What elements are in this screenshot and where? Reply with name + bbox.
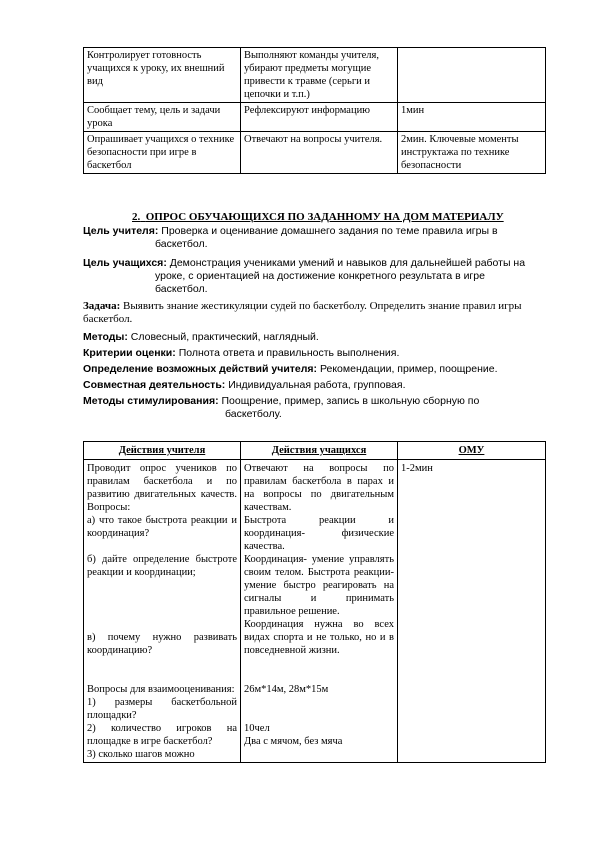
spacer [87, 657, 237, 670]
spacer [244, 696, 394, 709]
criteria [83, 347, 545, 360]
stimulation-methods-text: Поощрение, пример, запись в школьную сборную по [221, 395, 480, 407]
table-cell: Сообщает тему, цель и задачи урока [84, 103, 241, 132]
answer-3: Координация- умение управлять своим телом. Быстрота реакции- умение быстро реагировать на сигналы и принимать правильное решение. [244, 554, 394, 617]
teacher-actions-cell [84, 460, 241, 763]
joint-activity [83, 379, 545, 392]
task [83, 300, 545, 326]
spacer [87, 670, 237, 683]
task-text: Выявить знание жестикуляции судей по баскетболу. Определить знание правил игры баскетбол. [83, 300, 522, 325]
methods-text: Словесный, практический, наглядный. [130, 331, 319, 343]
methods-label: Методы: [83, 331, 128, 343]
stimulation-methods-text-cont: баскетболу. [225, 408, 282, 420]
table-cell: Опрашивает учащихся о технике безопасности при игре в баскетбол [84, 132, 241, 174]
criteria-text: Полнота ответа и правильность выполнения. [178, 347, 400, 359]
teacher-goal [83, 225, 545, 251]
question-c: в) почему нужно развивать координацию? [87, 632, 237, 656]
question-b: б) дайте определение быстроте реакции и координации; [87, 554, 237, 578]
spacer [87, 605, 237, 618]
teacher-goal-text-cont: баскетбол. [155, 238, 208, 250]
spacer [244, 670, 394, 683]
section-title: ОПРОС ОБУЧАЮЩИХСЯ ПО ЗАДАННОМУ НА ДОМ МАТЕРИАЛУ [145, 211, 504, 223]
stimulation-methods-label: Методы стимулирования: [83, 395, 219, 407]
table-row [84, 48, 546, 103]
activities-table [83, 441, 546, 763]
omu-cell: 1-2мин [398, 460, 546, 763]
question-a: а) что такое быстрота реакции и координация? [87, 515, 237, 539]
answer-6: 10чел [244, 723, 270, 734]
teacher-intro: Проводит опрос учеников по правилам баскетбола и по развитию двигательных качеств. Вопросы: [87, 463, 237, 513]
question-1: 1) размеры баскетбольной площадки? [87, 697, 237, 721]
table-row [84, 103, 546, 132]
table-cell [398, 48, 546, 103]
spacer [87, 618, 237, 631]
teacher-actions-label: Определение возможных действий учителя: [83, 363, 318, 375]
section-heading [132, 211, 552, 223]
column-header-omu: ОМУ [398, 442, 546, 460]
teacher-actions [83, 363, 545, 376]
teacher-actions-text: Рекомендации, пример, поощрение. [319, 363, 498, 375]
answer-4: Координация нужна во всех видах спорта и не только, но и в повседневной жизни. [244, 619, 394, 656]
answer-5: 26м*14м, 28м*15м [244, 684, 329, 695]
spacer [87, 540, 237, 553]
table-cell: Рефлексируют информацию [241, 103, 398, 132]
students-goal-text-cont: уроке, с ориентацией на достижение конкретного результата в игре [155, 270, 485, 282]
students-actions-cell [241, 460, 398, 763]
criteria-label: Критерии оценки: [83, 347, 176, 359]
table-cell: Контролирует готовность учащихся к уроку, их внешний вид [84, 48, 241, 103]
teacher-goal-label: Цель учителя: [83, 225, 159, 237]
answer-1: Отвечают на вопросы по правилам баскетбола в парах и на вопросы по двигательным качествам. [244, 463, 394, 513]
students-goal-label: Цель учащихся: [83, 257, 167, 269]
table-cell: Выполняют команды учителя, убирают предметы могущие привести к травме (серьги и цепочки и т.п.) [241, 48, 398, 103]
table-cell: 2мин. Ключевые моменты инструктажа по технике безопасности [398, 132, 546, 174]
task-label: Задача: [83, 300, 121, 312]
question-3: 3) сколько шагов можно [87, 749, 195, 760]
students-goal-text-cont2: баскетбол. [155, 283, 208, 295]
table-header-row [84, 442, 546, 460]
mutual-assessment-heading: Вопросы для взаимооценивания: [87, 684, 235, 695]
table-cell: Отвечают на вопросы учителя. [241, 132, 398, 174]
spacer [244, 709, 394, 722]
lesson-steps-table [83, 47, 546, 174]
teacher-goal-text: Проверка и оценивание домашнего задания по теме правила игры в [161, 225, 498, 237]
joint-activity-text: Индивидуальная работа, групповая. [228, 379, 406, 391]
table-row [84, 132, 546, 174]
spacer [87, 592, 237, 605]
spacer [87, 579, 237, 592]
column-header-students: Действия учащихся [241, 442, 398, 460]
section-number: 2. [132, 211, 141, 223]
table-row [84, 460, 546, 763]
students-goal [83, 257, 545, 296]
students-goal-text: Демонстрация учениками умений и навыков для дальнейшей работы на [169, 257, 526, 269]
column-header-teacher: Действия учителя [84, 442, 241, 460]
spacer [244, 657, 394, 670]
table-cell: 1мин [398, 103, 546, 132]
stimulation-methods [83, 395, 545, 421]
methods [83, 331, 545, 344]
question-2: 2) количество игроков на площадке в игре баскетбол? [87, 723, 237, 747]
answer-7: Два с мячом, без мяча [244, 736, 343, 747]
joint-activity-label: Совместная деятельность: [83, 379, 226, 391]
answer-2: Быстрота реакции и координация- физические качества. [244, 515, 394, 552]
